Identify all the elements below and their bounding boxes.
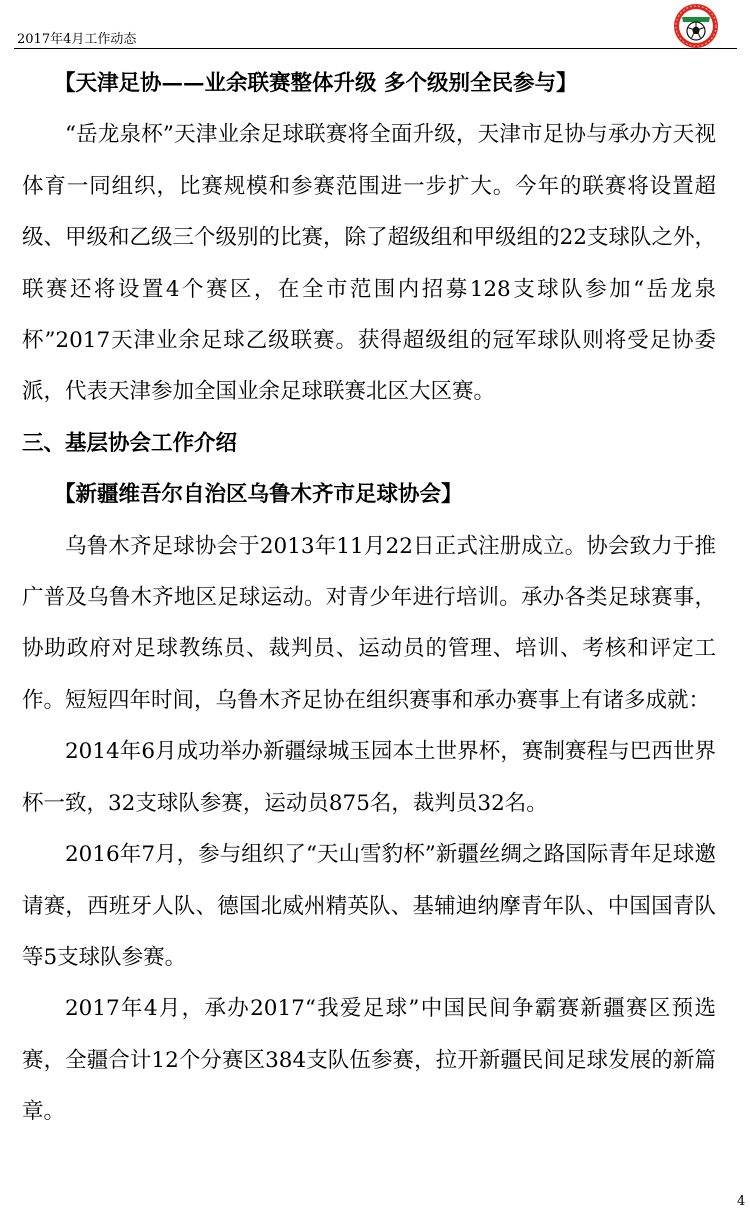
subsection-heading: 【新疆维吾尔自治区乌鲁木齐市足球协会】 (54, 482, 463, 508)
body-paragraph: 2016年7月，参与组织了“天山雪豹杯”新疆丝绸之路国际青年足球邀请赛，西班牙人队、德国北威州精英队、基辅迪纳摩青年队、中国国青队等5支球队参赛。 (22, 842, 716, 970)
running-title: 2017年4月工作动态 (17, 32, 137, 47)
section-heading: 三、基层协会工作介绍 (22, 430, 238, 456)
header-rule (14, 48, 737, 49)
document-body (22, 58, 716, 1138)
body-paragraph: 乌鲁木齐足球协会于2013年11月22日正式注册成立。协会致力于推广普及乌鲁木齐地区足球运动。对青少年进行培训。承办各类足球赛事，协助政府对足球教练员、裁判员、运动员的管理、培训、考核和评定工作。短短四年时间，乌鲁木齐足协在组织赛事和承办赛事上有诸多成就： (22, 533, 716, 713)
football-association-emblem-icon (673, 3, 719, 49)
body-paragraph: “岳龙泉杯”天津业余足球联赛将全面升级，天津市足协与承办方天视体育一同组织，比赛规模和参赛范围进一步扩大。今年的联赛将设置超级、甲级和乙级三个级别的比赛，除了超级组和甲级组的22支球队之外，联赛还将设置4个赛区，在全市范围内招募128支球队参加“岳龙泉杯”2017天津业余足球乙级联赛。获得超级组的冠军球队则将受足协委派，代表天津参加全国业余足球联赛北区大区赛。 (22, 122, 716, 405)
body-paragraph: 2017年4月，承办2017“我爱足球”中国民间争霸赛新疆赛区预选赛，全疆合计12个分赛区384支队伍参赛，拉开新疆民间足球发展的新篇章。 (22, 996, 716, 1125)
subsection-heading: 【天津足协——业余联赛整体升级 多个级别全民参与】 (54, 71, 578, 96)
body-paragraph: 2014年6月成功举办新疆绿城玉园本土世界杯，赛制赛程与巴西世界杯一致，32支球队参赛，运动员875名，裁判员32名。 (22, 739, 716, 816)
page-number: 4 (737, 1194, 746, 1209)
page-header (0, 0, 750, 50)
